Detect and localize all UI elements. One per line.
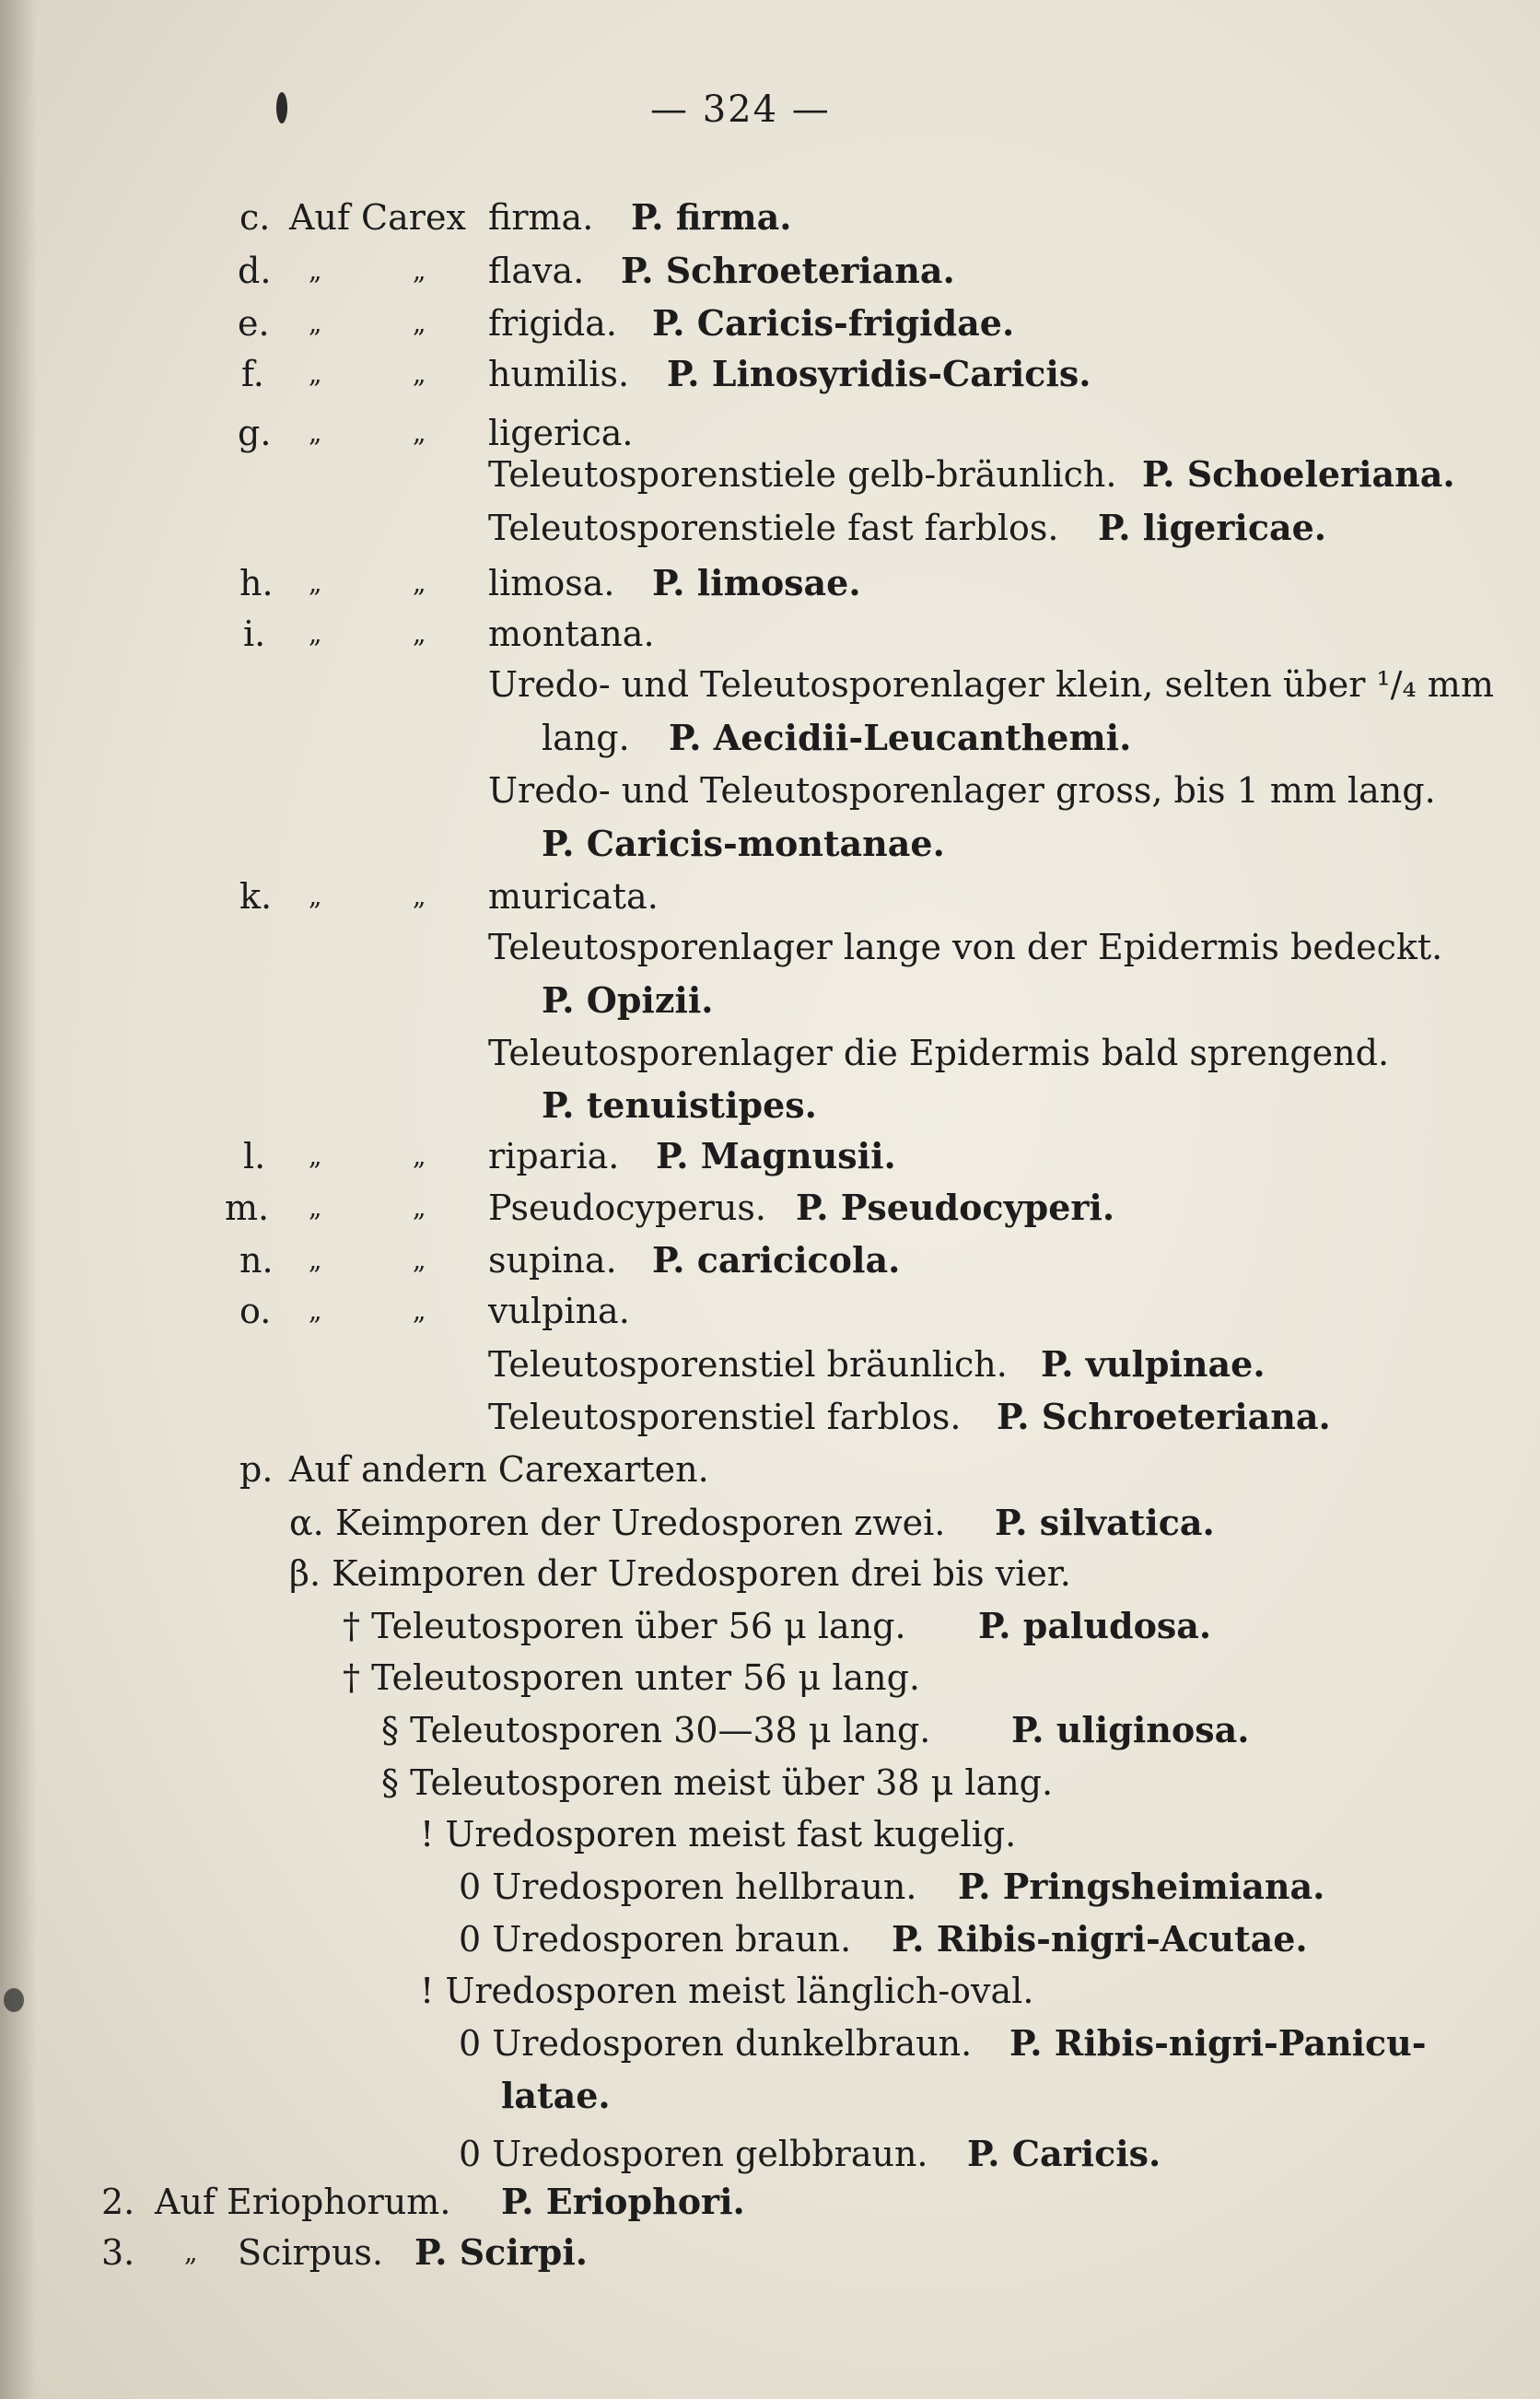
species-name: P. Opizii. — [542, 979, 714, 1021]
ditto-mark: „ — [309, 881, 322, 911]
entry-label: g. — [238, 413, 272, 453]
entry-label: d. — [238, 251, 272, 291]
entry-text: frigida. — [488, 303, 617, 344]
ditto-mark: „ — [413, 1245, 426, 1275]
page-number: — 324 — — [650, 88, 831, 131]
ink-spot — [4, 1988, 24, 2012]
species-name: P. Schroeteriana. — [997, 1396, 1331, 1437]
entry-text: limosa. — [488, 563, 615, 603]
species-name: P. Aecidii-Leucanthemi. — [669, 717, 1132, 758]
species-name: P. vulpinae. — [1041, 1343, 1266, 1385]
species-name: P. Schoeleriana. — [1142, 453, 1455, 495]
entry-label: 3. — [101, 2232, 135, 2273]
ink-spot — [276, 92, 287, 123]
ditto-mark: „ — [413, 308, 426, 338]
species-name: latae. — [501, 2075, 611, 2116]
entry-label: l. — [243, 1136, 266, 1176]
species-name: P. Caricis-montanae. — [542, 823, 945, 864]
entry-text: Auf Eriophorum. — [155, 2182, 451, 2222]
entry-text: flava. — [488, 251, 585, 291]
entry-text: Teleutosporenstiel farblos. — [488, 1397, 962, 1437]
entry-text: Scirpus. — [238, 2232, 384, 2273]
species-name: P. Ribis-nigri-Panicu- — [1009, 2022, 1427, 2064]
ditto-mark: „ — [309, 568, 322, 598]
ditto-mark: „ — [309, 618, 322, 649]
entry-label: p. — [239, 1449, 274, 1490]
entry-label: n. — [239, 1240, 274, 1281]
entry-text: β. Keimporen der Uredosporen drei bis vier. — [289, 1553, 1071, 1594]
entry-text: firma. — [488, 197, 594, 238]
entry-text: † Teleutosporen unter 56 μ lang. — [343, 1657, 920, 1698]
entry-text: 0 Uredosporen dunkelbraun. — [459, 2023, 973, 2064]
species-name: P. Ribis-nigri-Acutae. — [892, 1918, 1308, 1960]
ditto-mark: „ — [413, 1141, 426, 1171]
species-name: P. silvatica. — [995, 1502, 1215, 1543]
entry-text: humilis. — [488, 354, 630, 394]
entry-text: lang. — [542, 718, 630, 758]
entry-text: Uredo- und Teleutosporenlager gross, bis 1 mm lang. — [488, 770, 1436, 811]
entry-text: Teleutosporenlager die Epidermis bald sprengend. — [488, 1033, 1390, 1073]
species-name: P. tenuistipes. — [542, 1084, 817, 1126]
species-name: P. limosae. — [652, 562, 861, 603]
ditto-mark: „ — [309, 358, 322, 389]
ditto-mark: „ — [309, 1141, 322, 1171]
entry-text: Pseudocyperus. — [488, 1188, 766, 1228]
species-name: P. Pseudocyperi. — [796, 1187, 1115, 1228]
entry-text: ! Uredosporen meist fast kugelig. — [420, 1814, 1017, 1855]
ditto-mark: „ — [413, 417, 426, 448]
species-name: P. Pringsheimiana. — [958, 1866, 1325, 1907]
ditto-mark: „ — [309, 417, 322, 448]
entry-text: Teleutosporenstiele fast farblos. — [488, 508, 1059, 548]
ditto-mark: „ — [413, 1192, 426, 1223]
entry-text: † Teleutosporen über 56 μ lang. — [343, 1606, 906, 1646]
entry-label: e. — [238, 303, 270, 344]
entry-text: Teleutosporenstiele gelb-bräunlich. — [488, 454, 1117, 495]
entry-label: i. — [243, 614, 266, 654]
entry-text: ligerica. — [488, 413, 634, 453]
entry-label: 2. — [101, 2182, 135, 2222]
species-name: P. Linosyridis-Caricis. — [667, 353, 1091, 394]
entry-text: supina. — [488, 1240, 617, 1281]
ditto-mark: „ — [184, 2237, 198, 2267]
entry-text: muricata. — [488, 876, 659, 917]
entry-text: 0 Uredosporen hellbraun. — [459, 1867, 917, 1907]
species-name: P. uliginosa. — [1011, 1709, 1250, 1750]
entry-label: m. — [225, 1188, 270, 1228]
species-name: P. Scirpi. — [414, 2231, 589, 2273]
ditto-mark: „ — [413, 255, 426, 286]
entry-text: Teleutosporenstiel bräunlich. — [488, 1344, 1008, 1385]
entry-text: 0 Uredosporen gelbbraun. — [459, 2134, 928, 2174]
page-gutter-shadow — [0, 0, 37, 2399]
entry-text: Teleutosporenlager lange von der Epidermis bedeckt. — [488, 927, 1443, 967]
ditto-mark: „ — [413, 618, 426, 649]
entry-col2: Auf Carex — [289, 197, 466, 238]
entry-text: montana. — [488, 614, 655, 654]
entry-label: o. — [239, 1291, 272, 1331]
ditto-mark: „ — [309, 1245, 322, 1275]
entry-text: Auf andern Carexarten. — [289, 1449, 709, 1490]
ditto-mark: „ — [413, 358, 426, 389]
ditto-mark: „ — [413, 568, 426, 598]
ditto-mark: „ — [309, 255, 322, 286]
species-name: P. Magnusii. — [656, 1135, 896, 1176]
species-name: P. Caricis-frigidae. — [652, 302, 1015, 344]
entry-text: α. Keimporen der Uredosporen zwei. — [289, 1503, 946, 1543]
ditto-mark: „ — [309, 1192, 322, 1223]
entry-label: k. — [239, 876, 273, 917]
species-name: P. Schroeteriana. — [621, 250, 955, 291]
ditto-mark: „ — [309, 1295, 322, 1326]
entry-text: Uredo- und Teleutosporenlager klein, selten über ¹/₄ mm — [488, 664, 1494, 705]
entry-label: h. — [239, 563, 274, 603]
species-name: P. paludosa. — [978, 1605, 1212, 1646]
entry-text: riparia. — [488, 1136, 620, 1176]
entry-label: f. — [241, 354, 264, 394]
entry-text: vulpina. — [488, 1291, 630, 1331]
entry-text: § Teleutosporen meist über 38 μ lang. — [381, 1762, 1054, 1803]
species-name: P. caricicola. — [652, 1239, 901, 1281]
entry-text: § Teleutosporen 30—38 μ lang. — [381, 1710, 931, 1750]
species-name: P. Caricis. — [967, 2133, 1161, 2174]
species-name: P. firma. — [631, 196, 792, 238]
entry-text: 0 Uredosporen braun. — [459, 1919, 852, 1960]
entry-text: ! Uredosporen meist länglich-oval. — [420, 1971, 1034, 2011]
ditto-mark: „ — [413, 1295, 426, 1326]
ditto-mark: „ — [413, 881, 426, 911]
ditto-mark: „ — [309, 308, 322, 338]
species-name: P. ligericae. — [1098, 507, 1326, 548]
species-name: P. Eriophori. — [501, 2181, 745, 2222]
entry-label: c. — [239, 197, 271, 238]
